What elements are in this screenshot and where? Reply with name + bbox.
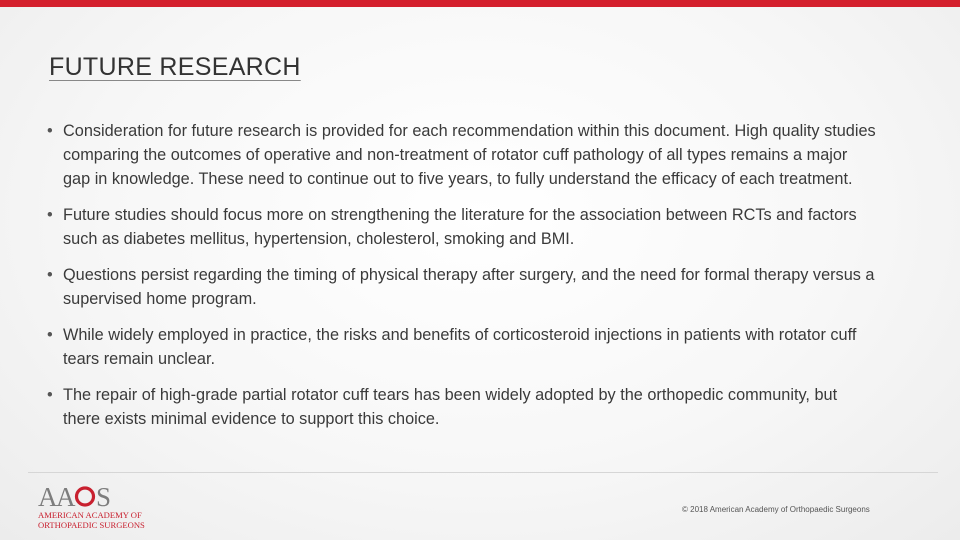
bullet-text: While widely employed in practice, the risks and benefits of corticosteroid injections in patients with rotator cuff tears remain unclear. xyxy=(63,326,857,368)
bullet-text: The repair of high-grade partial rotator cuff tears has been widely adopted by the orthopedic community, but there exists minimal evidence to support this choice. xyxy=(63,386,838,428)
bullet-text: Consideration for future research is provided for each recommendation within this document. High quality studies comparing the outcomes of operative and non-treatment of rotator cuff pathology of all types remains a major gap in knowledge. These need to continue out to five years, to fully understand the efficacy of each treatment. xyxy=(63,122,876,188)
logo-line-2: ORTHOPAEDIC SURGEONS xyxy=(38,520,145,530)
logo-letter-a2: A xyxy=(56,482,76,512)
bullet-item xyxy=(47,323,877,371)
logo-letter-s: S xyxy=(96,482,112,512)
aaos-logo xyxy=(38,482,150,532)
copyright-notice: © 2018 American Academy of Orthopaedic Surgeons xyxy=(682,505,870,514)
slide-title: FUTURE RESEARCH xyxy=(49,53,301,81)
bullet-dot: • xyxy=(47,122,53,140)
bullet-text: Future studies should focus more on strengthening the literature for the association between RCTs and factors such as diabetes mellitus, hypertension, cholesterol, smoking and BMI. xyxy=(63,206,857,248)
bullet-dot: • xyxy=(47,206,53,224)
bullet-item xyxy=(47,263,877,311)
bullet-list xyxy=(47,119,877,443)
bullet-item xyxy=(47,119,877,191)
logo-letter-a1: A xyxy=(38,482,58,512)
bullet-dot: • xyxy=(47,326,53,344)
bullet-dot: • xyxy=(47,386,53,404)
bullet-dot: • xyxy=(47,266,53,284)
bullet-item xyxy=(47,383,877,431)
logo-line-1: AMERICAN ACADEMY OF xyxy=(38,510,142,520)
bullet-text: Questions persist regarding the timing of physical therapy after surgery, and the need for formal therapy versus a supervised home program. xyxy=(63,266,875,308)
footer-divider xyxy=(28,472,938,473)
top-accent-bar xyxy=(0,0,960,7)
bullet-item xyxy=(47,203,877,251)
logo-ring-o xyxy=(77,488,94,505)
